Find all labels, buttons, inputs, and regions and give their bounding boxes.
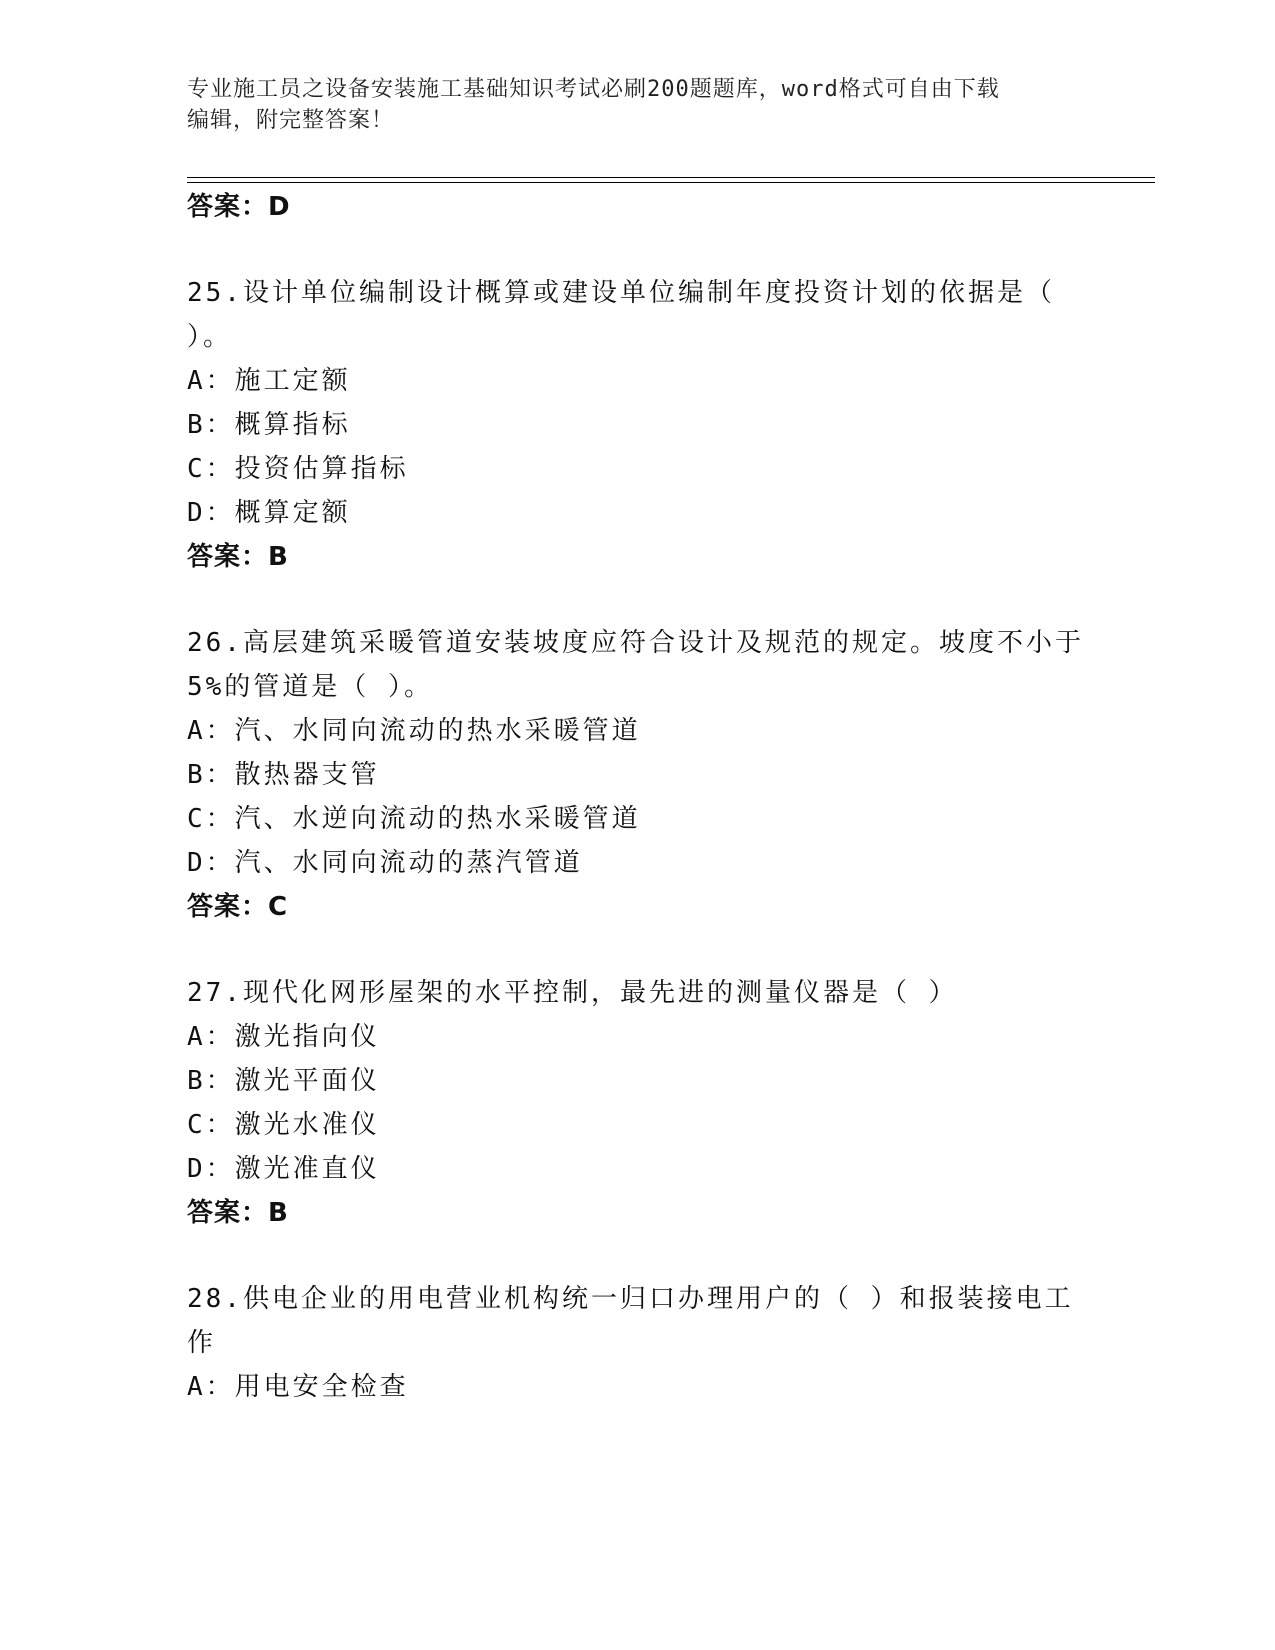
header-line-1: 专业施工员之设备安装施工基础知识考试必刷200题题库，word格式可自由下载 (187, 77, 1000, 102)
question-28-stem-line-1: 28.供电企业的用电营业机构统一归口办理用户的（ ）和报装接电工 (187, 1284, 1074, 1314)
question-27-option-c: C：激光水准仪 (187, 1110, 380, 1140)
header-divider-bottom (187, 182, 1155, 183)
question-25-stem-line-1: 25.设计单位编制设计概算或建设单位编制年度投资计划的依据是（ (187, 278, 1055, 308)
question-25-option-c: C：投资估算指标 (187, 454, 409, 484)
question-26-stem-line-1: 26.高层建筑采暖管道安装坡度应符合设计及规范的规定。坡度不小于 (187, 628, 1084, 658)
question-25-answer: 答案：B (187, 542, 289, 572)
question-25-option-b: B：概算指标 (187, 410, 351, 440)
question-27-stem-line-1: 27.现代化网形屋架的水平控制，最先进的测量仪器是（ ） (187, 978, 958, 1008)
question-26-option-c: C：汽、水逆向流动的热水采暖管道 (187, 804, 641, 834)
question-26-option-d: D：汽、水同向流动的蒸汽管道 (187, 848, 583, 878)
question-27-answer: 答案：B (187, 1198, 289, 1228)
header-divider-top (187, 177, 1155, 178)
question-26-stem-line-2: 5%的管道是（ ）。 (187, 672, 433, 702)
question-28-option-a: A：用电安全检查 (187, 1372, 409, 1402)
question-26-option-b: B：散热器支管 (187, 760, 380, 790)
question-27-option-b: B：激光平面仪 (187, 1066, 380, 1096)
document-header (187, 74, 1087, 136)
question-27-option-a: A：激光指向仪 (187, 1022, 380, 1052)
question-28-stem-line-2: 作 (187, 1328, 217, 1358)
question-25-option-d: D：概算定额 (187, 498, 351, 528)
answer-prev: 答案：D (187, 192, 291, 222)
header-line-2: 编辑，附完整答案！ (187, 108, 395, 133)
question-27-option-d: D：激光准直仪 (187, 1154, 380, 1184)
question-26-answer: 答案：C (187, 892, 289, 922)
question-25-option-a: A：施工定额 (187, 366, 351, 396)
question-25-stem-line-2: ）。 (187, 322, 233, 352)
question-26-option-a: A：汽、水同向流动的热水采暖管道 (187, 716, 641, 746)
